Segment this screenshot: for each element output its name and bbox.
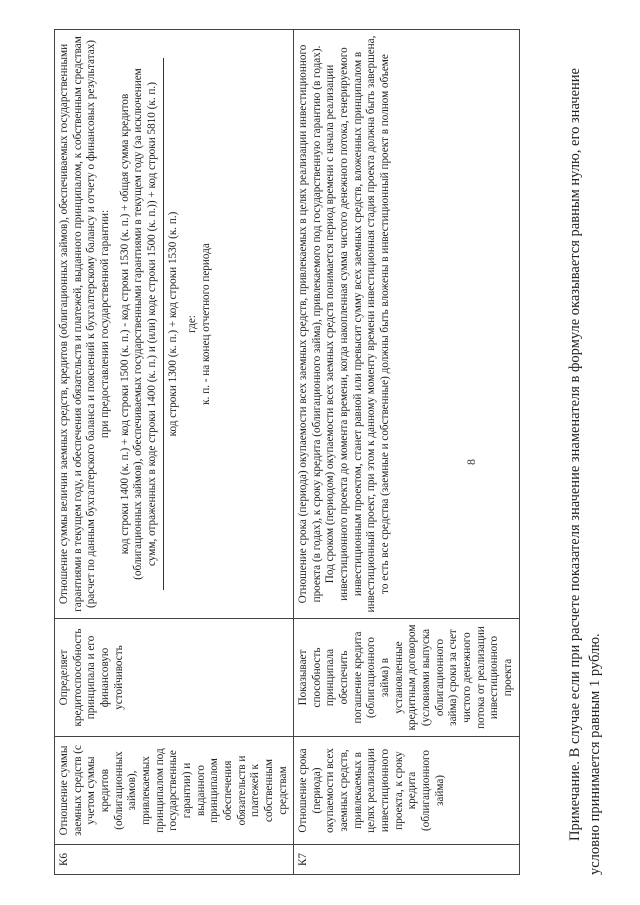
indicators-table (54, 29, 520, 875)
indicator-method (294, 30, 520, 619)
formula-numerator: код строки 1400 (к. п.) + код строки 1500 (к. п.) - код строки 1530 (к. п.) + общая сумма кредитов (облигационных займов), обеспечиваемых государственными гарантиями в текущем году (за исключением сумм, отраженных в коде строки 1400 (к. п.) и (или) коде строки 1500 (к. п.)) + код строки 5810 (к. п.) (119, 58, 164, 590)
indicator-name: Отношение суммы заемных средств (с учетом суммы кредитов (облигационных займов), привлекаемых принципалом под государственные гарантии) и выданного принципалом обеспечения обязательств и платежей к собственным средствам (55, 737, 294, 845)
method-text: Отношение срока (периода) окупаемости всех заемных средств, привлекаемых в целях реализации инвестиционного проекта (в годах), к сроку кредита (облигационного займа), привлекаемого под государственную гарантию (в годах). Под сроком (периодом) окупаемости всех заемных средств понимается период времени с начала реализации инвестиционного проекта до момента времени, когда накопленная сумма чистого денежного потока, генерируемого инвестиционным проектом, станет равной или превысит сумму всех заемных средств, вложенных принципалом в инвестиционный проект, при этом к данному моменту времени инвестиционная стадия проекта должна быть завершена, то есть все средства (заемные и собственные) должны быть вложены в инвестиционный проект в полном объеме (297, 35, 392, 613)
indicator-method (55, 30, 294, 619)
method-text: Отношение суммы величин заемных средств, кредитов (облигационных займов), обеспечиваемых государственными гарантиями в текущем году, и обеспечения обязательств и платежей, выданного принципалом, к собственным средствам (расчет по данным бухгалтерского баланса и пояснений к бухгалтерскому балансу и отчету о финансовых результатах) при предоставлении государственной гарантии: (58, 36, 111, 612)
where-label: где: (186, 315, 199, 333)
where-definition: к. п. - на конец отчетного периода (199, 243, 212, 405)
table-row (294, 30, 520, 875)
footnote: Примечание. В случае если при расчете показателя значение знаменателя в формуле оказывается равным нулю, его значение условно принимается равным 1 рублю. (567, 68, 603, 875)
page-number: 8 (464, 459, 478, 465)
indicator-purpose: Определяет кредитоспособность принципала и его финансовую устойчивость (55, 619, 294, 737)
indicator-code: К6 (55, 845, 294, 875)
indicator-name: Отношение срока (периода) окупаемости всех заемных средств, привлекаемых в целях реализации инвестиционного проекта, к сроку кредита (облигационного займа) (294, 737, 520, 845)
formula-denominator: код строки 1300 (к. п.) + код строки 1530 (к. п.) (166, 211, 179, 437)
formula-fraction (119, 58, 181, 590)
rotated-page-content (54, 30, 624, 875)
table-row (55, 30, 294, 875)
indicator-purpose: Показывает способность принципала обеспечить погашение кредита (облигационного займа) в установленные кредитным договором (условиями выпуска облигационного займа) сроки за счет чистого денежного потока от реализации инвестиционного проекта (294, 619, 520, 737)
indicator-code: К7 (294, 845, 520, 875)
